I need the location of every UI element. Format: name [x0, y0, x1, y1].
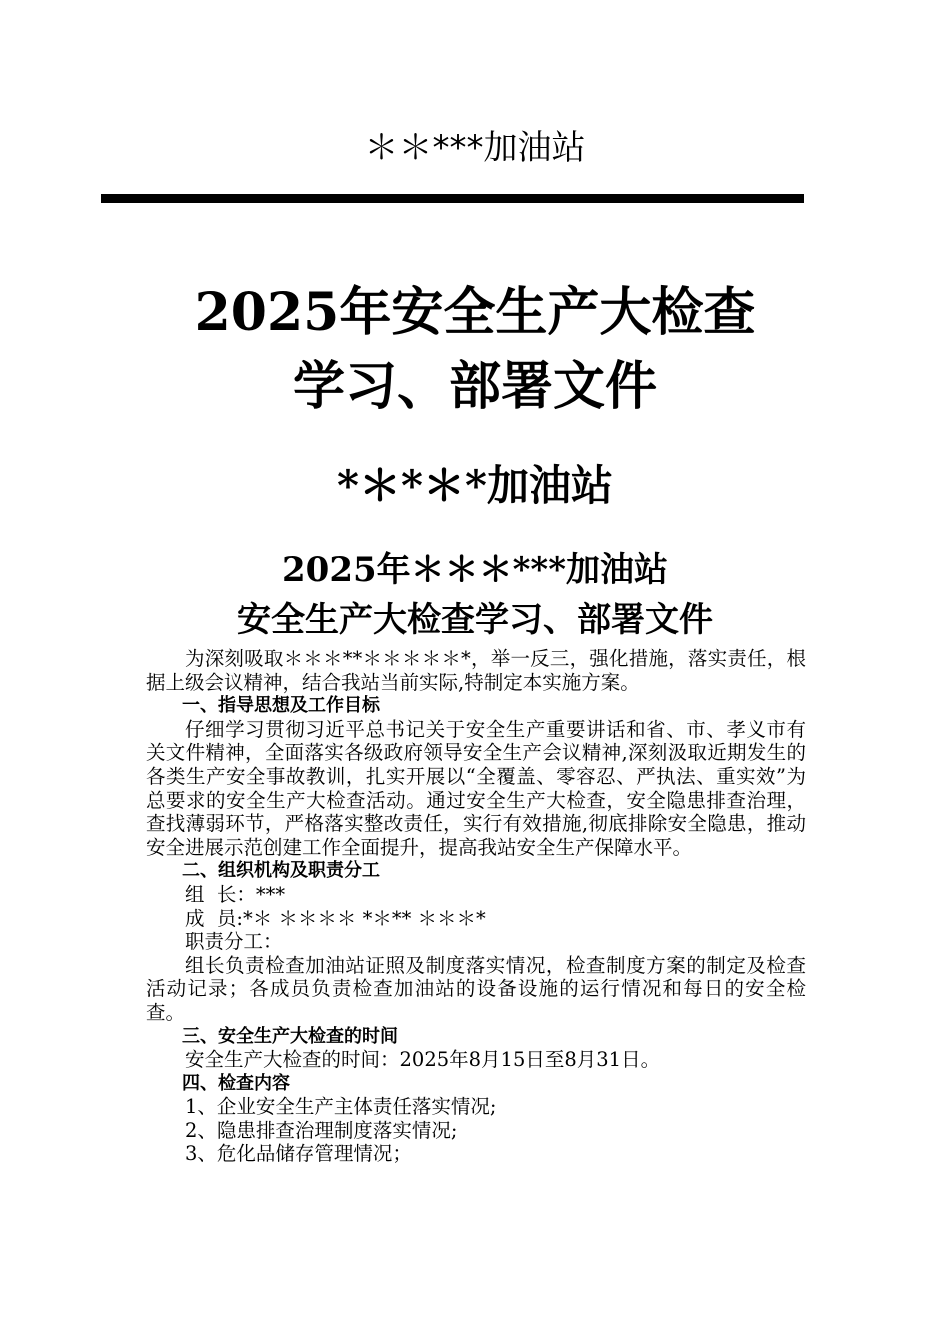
list-item: 3、危化品储存管理情况；	[185, 1142, 412, 1166]
list-item: 1、企业安全生产主体责任落实情况;	[185, 1095, 497, 1119]
header-title: ＊＊***加油站	[364, 128, 586, 168]
document-title-line2: 安全生产大检查学习、部署文件	[237, 600, 713, 640]
section-heading-4: 四、检查内容	[182, 1072, 290, 1094]
section-heading-1: 一、指导思想及工作目标	[182, 695, 380, 717]
group-members-line: 成 员:*＊ ＊＊＊＊ *＊** ＊＊＊*	[185, 906, 486, 930]
document-body	[146, 647, 806, 1166]
section-heading-3: 三、安全生产大检查的时间	[182, 1025, 398, 1047]
section-1-paragraph: 仔细学习贯彻习近平总书记关于安全生产重要讲话和省、市、孝义市有关文件精神，全面落实各级政府领导安全生产会议精神,深刻汲取近期发生的各类生产安全事故教训，扎实开展以“全覆盖、零容忍、严执法、重实效”为总要求的安全生产大检查活动。通过安全生产大检查，安全隐患排查治理，查找薄弱环节，严格落实整改责任，实行有效措施,彻底排除安全隐患，推动安全进展示范创建工作全面提升，提高我站安全生产保障水平。	[146, 717, 806, 859]
group-leader-line: 组 长：***	[185, 882, 286, 906]
duties-label: 职责分工：	[185, 930, 283, 954]
cover-org-name: *＊*＊*加油站	[337, 461, 613, 510]
cover-title-line1: 2025年安全生产大检查	[194, 282, 756, 343]
list-item: 2、隐患排查治理制度落实情况;	[185, 1118, 458, 1142]
intro-paragraph: 为深刻吸取＊＊＊**＊＊＊＊＊*，举一反三，强化措施，落实责任，根据上级会议精神，结合我站当前实际,特制定本实施方案。	[146, 647, 806, 694]
cover-title	[0, 276, 950, 424]
section-heading-2: 二、组织机构及职责分工	[182, 860, 380, 882]
document-title-line1: 2025年＊＊＊***加油站	[282, 550, 668, 590]
duties-paragraph: 组长负责检查加油站证照及制度落实情况，检查制度方案的制定及检查活动记录；各成员负责检查加油站的设备设施的运行情况和每日的安全检查。	[146, 953, 806, 1024]
cover-title-line2: 学习、部署文件	[292, 356, 657, 417]
header-divider	[101, 194, 804, 203]
document-title	[0, 545, 950, 645]
section-3-paragraph: 安全生产大检查的时间：2025年8月15日至8月31日。	[185, 1048, 661, 1072]
